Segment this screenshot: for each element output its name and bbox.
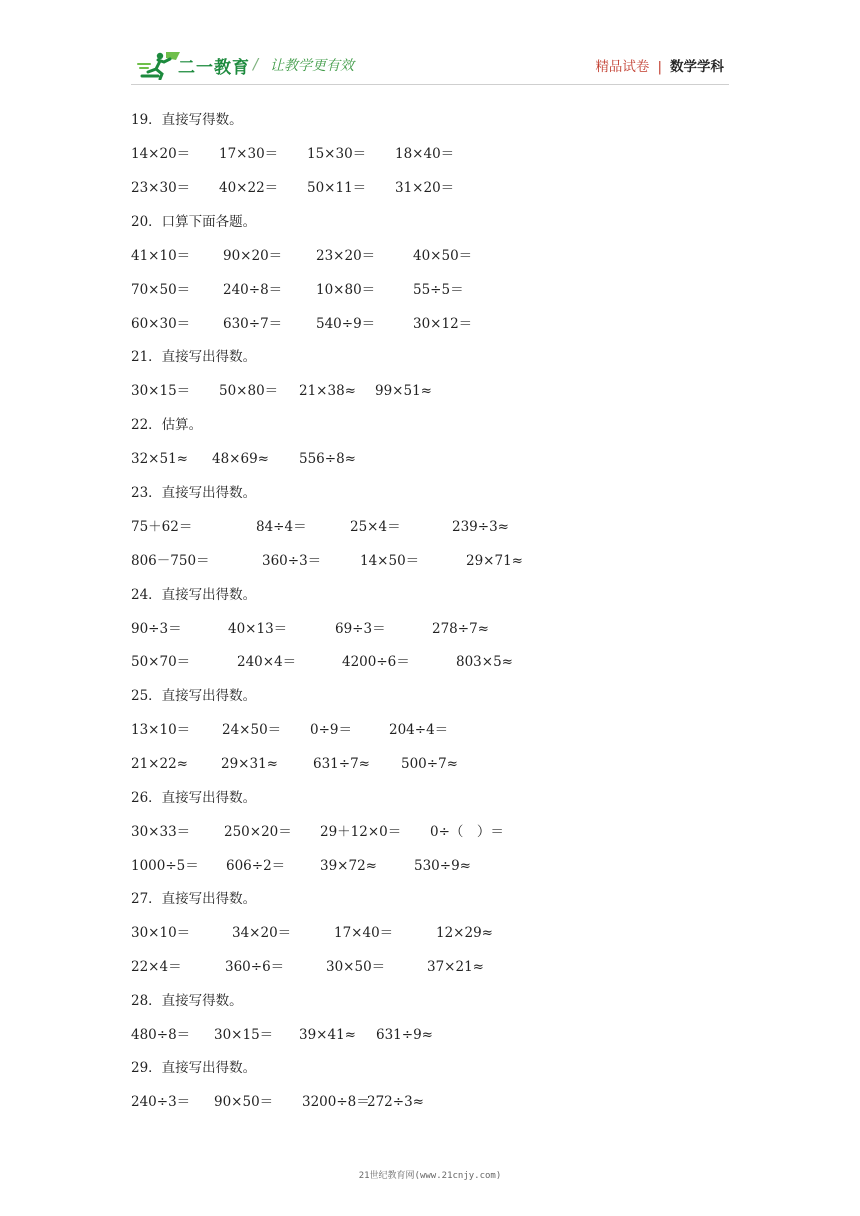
- page-footer: 21世纪教育网(www.21cnjy.com): [358, 1171, 502, 1181]
- question-title-text: 23．直接写出得数。: [131, 485, 257, 501]
- problem-row: [0, 754, 860, 774]
- math-problem: 24×50＝: [222, 722, 282, 738]
- math-problem: 30×50＝: [326, 959, 386, 975]
- math-problem: 803×5≈: [456, 654, 513, 670]
- math-problem: 30×15＝: [131, 383, 191, 399]
- math-problem: 39×72≈: [320, 858, 377, 874]
- math-problem: 40×50＝: [413, 248, 473, 264]
- question-title-text: 25．直接写出得数。: [131, 688, 257, 704]
- math-problem: 556÷8≈: [299, 451, 356, 467]
- math-problem: 69÷3＝: [335, 621, 386, 637]
- math-problem: 631÷7≈: [313, 756, 370, 772]
- math-problem: 40×13＝: [228, 621, 288, 637]
- question-title-27: [0, 889, 860, 909]
- subject-tag: [595, 55, 724, 75]
- math-problem: 39×41≈: [299, 1027, 356, 1043]
- page-header: [0, 0, 860, 96]
- math-problem: 272÷3≈: [367, 1094, 424, 1110]
- math-problem: 41×10＝: [131, 248, 191, 264]
- math-problem: 250×20＝: [224, 824, 292, 840]
- question-title-21: [0, 347, 860, 367]
- problem-row: [0, 619, 860, 639]
- question-title-text: 29．直接写出得数。: [131, 1060, 257, 1076]
- problem-row: [0, 652, 860, 672]
- question-title-19: [0, 110, 860, 130]
- math-problem: 18×40＝: [395, 146, 455, 162]
- math-problem: 70×50＝: [131, 282, 191, 298]
- problem-row: [0, 280, 860, 300]
- problem-row: [0, 449, 860, 469]
- math-problem: 204÷4＝: [389, 722, 449, 738]
- math-problem: 806－750＝: [131, 553, 210, 569]
- math-problem: 540÷9＝: [316, 316, 376, 332]
- math-problem: 30×12＝: [413, 316, 473, 332]
- question-title-25: [0, 686, 860, 706]
- math-problem: 29×71≈: [466, 553, 523, 569]
- problem-row: [0, 923, 860, 943]
- math-problem: 60×30＝: [131, 316, 191, 332]
- math-problem: 90×20＝: [223, 248, 283, 264]
- runner-logo-icon: [136, 50, 182, 80]
- math-problem: 90×50＝: [214, 1094, 274, 1110]
- math-problem: 278÷7≈: [432, 621, 489, 637]
- header-slash: /: [253, 55, 259, 73]
- math-problem: 0÷9＝: [310, 722, 352, 738]
- math-problem: 48×69≈: [212, 451, 269, 467]
- question-title-24: [0, 585, 860, 605]
- problem-row: [0, 1025, 860, 1045]
- question-title-20: [0, 212, 860, 232]
- math-problem: 90÷3＝: [131, 621, 182, 637]
- question-title-text: 21．直接写出得数。: [131, 349, 257, 365]
- math-problem: 31×20＝: [395, 180, 455, 196]
- math-problem: 13×10＝: [131, 722, 191, 738]
- math-problem: 3200÷8＝: [302, 1094, 370, 1110]
- math-problem: 630÷7＝: [223, 316, 283, 332]
- brand-name: 二一教育: [178, 58, 250, 78]
- math-problem: 23×20＝: [316, 248, 376, 264]
- math-problem: 240×4＝: [237, 654, 297, 670]
- math-problem: 22×4＝: [131, 959, 182, 975]
- problem-row: [0, 720, 860, 740]
- problem-row: [0, 822, 860, 842]
- math-problem: 480÷8＝: [131, 1027, 191, 1043]
- math-problem: 29×31≈: [221, 756, 278, 772]
- math-problem: 530÷9≈: [414, 858, 471, 874]
- question-title-text: 28．直接写得数。: [131, 993, 243, 1009]
- problem-row: [0, 144, 860, 164]
- question-title-text: 22．估算。: [131, 417, 203, 433]
- math-problem: 50×70＝: [131, 654, 191, 670]
- math-problem: 606÷2＝: [226, 858, 286, 874]
- math-problem: 631÷9≈: [376, 1027, 433, 1043]
- math-problem: 30×15＝: [214, 1027, 274, 1043]
- math-problem: 360÷3＝: [262, 553, 322, 569]
- question-title-text: 26．直接写出得数。: [131, 790, 257, 806]
- math-problem: 240÷3＝: [131, 1094, 191, 1110]
- question-title-28: [0, 991, 860, 1011]
- problem-row: [0, 551, 860, 571]
- tag-subject: 数学学科: [670, 59, 724, 75]
- question-title-text: 24．直接写出得数。: [131, 587, 257, 603]
- math-problem: 240÷8＝: [223, 282, 283, 298]
- math-problem: 75＋62＝: [131, 519, 193, 535]
- math-problem: 23×30＝: [131, 180, 191, 196]
- question-title-text: 19．直接写得数。: [131, 112, 243, 128]
- question-title-26: [0, 788, 860, 808]
- math-problem: 40×22＝: [219, 180, 279, 196]
- math-problem: 14×50＝: [360, 553, 420, 569]
- problem-row: [0, 178, 860, 198]
- math-problem: 21×38≈: [299, 383, 356, 399]
- math-problem: 14×20＝: [131, 146, 191, 162]
- math-problem: 10×80＝: [316, 282, 376, 298]
- header-divider: [131, 84, 729, 85]
- math-problem: 50×11＝: [307, 180, 367, 196]
- math-problem: 25×4＝: [350, 519, 401, 535]
- math-problem: 32×51≈: [131, 451, 188, 467]
- question-title-22: [0, 415, 860, 435]
- problem-row: [0, 517, 860, 537]
- math-problem: 17×40＝: [334, 925, 394, 941]
- math-problem: 34×20＝: [232, 925, 292, 941]
- math-problem: 37×21≈: [427, 959, 484, 975]
- tag-separator: |: [657, 59, 662, 75]
- math-problem: 500÷7≈: [401, 756, 458, 772]
- problem-row: [0, 957, 860, 977]
- math-problem: 1000÷5＝: [131, 858, 199, 874]
- question-title-23: [0, 483, 860, 503]
- problem-row: [0, 1092, 860, 1112]
- problem-row: [0, 246, 860, 266]
- problem-row: [0, 381, 860, 401]
- math-problem: 0÷（ ）＝: [430, 824, 504, 840]
- math-problem: 30×33＝: [131, 824, 191, 840]
- question-title-text: 27．直接写出得数。: [131, 891, 257, 907]
- math-problem: 12×29≈: [436, 925, 493, 941]
- math-problem: 239÷3≈: [452, 519, 509, 535]
- question-title-text: 20．口算下面各题。: [131, 214, 257, 230]
- math-problem: 29＋12×0＝: [320, 824, 402, 840]
- math-problem: 15×30＝: [307, 146, 367, 162]
- problem-row: [0, 314, 860, 334]
- math-problem: 360÷6＝: [225, 959, 285, 975]
- math-problem: 99×51≈: [375, 383, 432, 399]
- tag-quality: 精品试卷: [595, 59, 650, 75]
- math-problem: 50×80＝: [219, 383, 279, 399]
- math-problem: 30×10＝: [131, 925, 191, 941]
- problem-row: [0, 856, 860, 876]
- question-title-29: [0, 1058, 860, 1078]
- math-problem: 4200÷6＝: [342, 654, 410, 670]
- math-problem: 17×30＝: [219, 146, 279, 162]
- math-problem: 55÷5＝: [413, 282, 464, 298]
- math-problem: 84÷4＝: [256, 519, 307, 535]
- math-problem: 21×22≈: [131, 756, 188, 772]
- brand-slogan: 让教学更有效: [270, 58, 354, 74]
